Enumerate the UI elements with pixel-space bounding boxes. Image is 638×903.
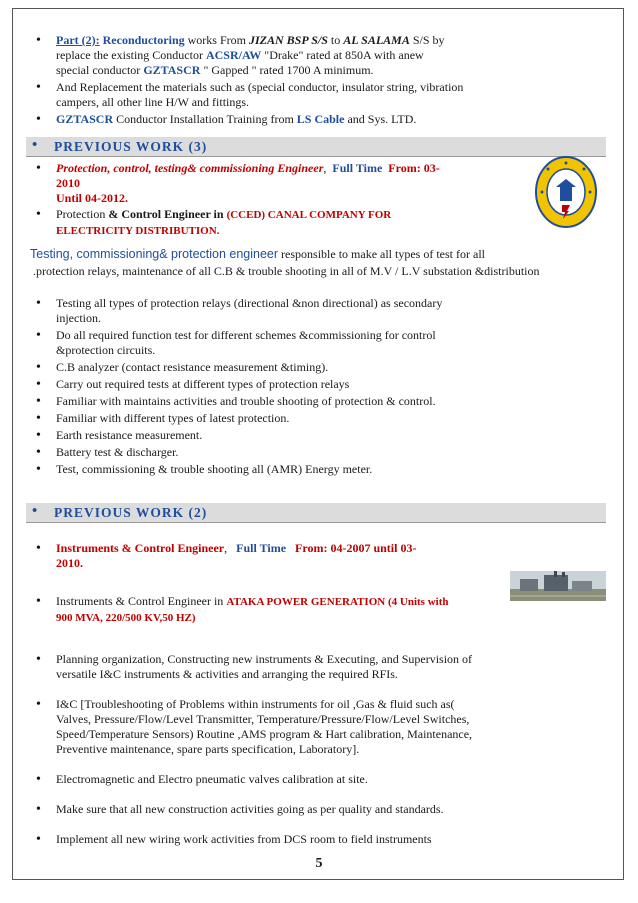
list-item: • Earth resistance measurement. [30,428,480,443]
list-item: • Familiar with maintains activities and trouble shooting of protection & control. [30,394,480,409]
job2-task-list [30,652,480,862]
bullet-icon: • [32,137,38,153]
job3-bullets [30,161,500,239]
list-item: • Carry out required tests at different types of protection relays [30,377,480,392]
section-header-previous-work-2 [26,503,606,523]
power-plant-image [510,571,606,601]
list-item: • C.B analyzer (contact resistance measurement &timing). [30,360,480,375]
company-logo [534,155,598,229]
section-title: PREVIOUS WORK (3) [54,139,208,154]
list-item: • Battery test & discharger. [30,445,480,460]
list-item: • GZTASCR Conductor Installation Training from LS Cable and Sys. LTD. [30,112,500,127]
list-item: • Protection, control, testing& commissioning Engineer, Full Time From: 03- 2010 Until 04-2012. [30,161,500,206]
job3-description: Testing, commissioning& protection engineer responsible to make all types of test for all .protection relays, maintenance of all C.B & trouble shooting in all of M.V / L.V substation &distribution [30,247,540,278]
list-item: • Instruments & Control Engineer in ATAKA POWER GENERATION (4 Units with 900 MVA, 220/500 KV,50 HZ) [30,594,490,626]
list-item: • Part (2): Reconductoring works From JIZAN BSP S/S to AL SALAMA S/S by replace the existing Conductor ACSR/AW "Drake" rated at 850A with anew special conductor GZTASCR " Gapped " rated 1700 A minimum. [30,33,500,78]
list-item: • Familiar with different types of latest protection. [30,411,480,426]
section-header-previous-work-3 [26,137,606,157]
list-item: • Do all required function test for different schemes &commissioning for control &protection circuits. [30,328,480,358]
list-item: • Implement all new wiring work activities from DCS room to field instruments [30,832,480,847]
list-item: • And Replacement the materials such as (special conductor, insulator string, vibration campers, all other line H/W and fittings. [30,80,500,110]
top-bullets [30,33,500,127]
list-item: • I&C [Troubleshooting of Problems within instruments for oil ,Gas & fluid such as( Valves, Pressure/Flow/Level Transmitter, Temperature/Pressure/Flow/Level Switches, Speed/Temperature Sensors) Routine ,AMS program & Hart calibration, Maintenance, Preventive maintenance, spare parts specification, Laboratory]. [30,697,480,757]
list-item: • Instruments & Control Engineer, Full Time From: 04-2007 until 03- 2010. [30,541,490,571]
section-title: PREVIOUS WORK (2) [54,505,208,520]
list-item: • Make sure that all new construction activities going as per quality and standards. [30,802,480,817]
job2-bullets [30,541,490,626]
list-item: • Electromagnetic and Electro pneumatic valves calibration at site. [30,772,480,787]
bullet-icon: • [32,503,38,519]
list-item: • Planning organization, Constructing new instruments & Executing, and Supervision of versatile I&C instruments & activities and arranging the required RFIs. [30,652,480,682]
job3-task-list [30,296,480,479]
page-number: 5 [315,856,323,871]
list-item: • Testing all types of protection relays (directional &non directional) as secondary injection. [30,296,480,326]
list-item: • Test, commissioning & trouble shooting all (AMR) Energy meter. [30,462,480,477]
list-item: • Protection & Control Engineer in (CCED) CANAL COMPANY FOR ELECTRICITY DISTRIBUTION. [30,207,500,239]
